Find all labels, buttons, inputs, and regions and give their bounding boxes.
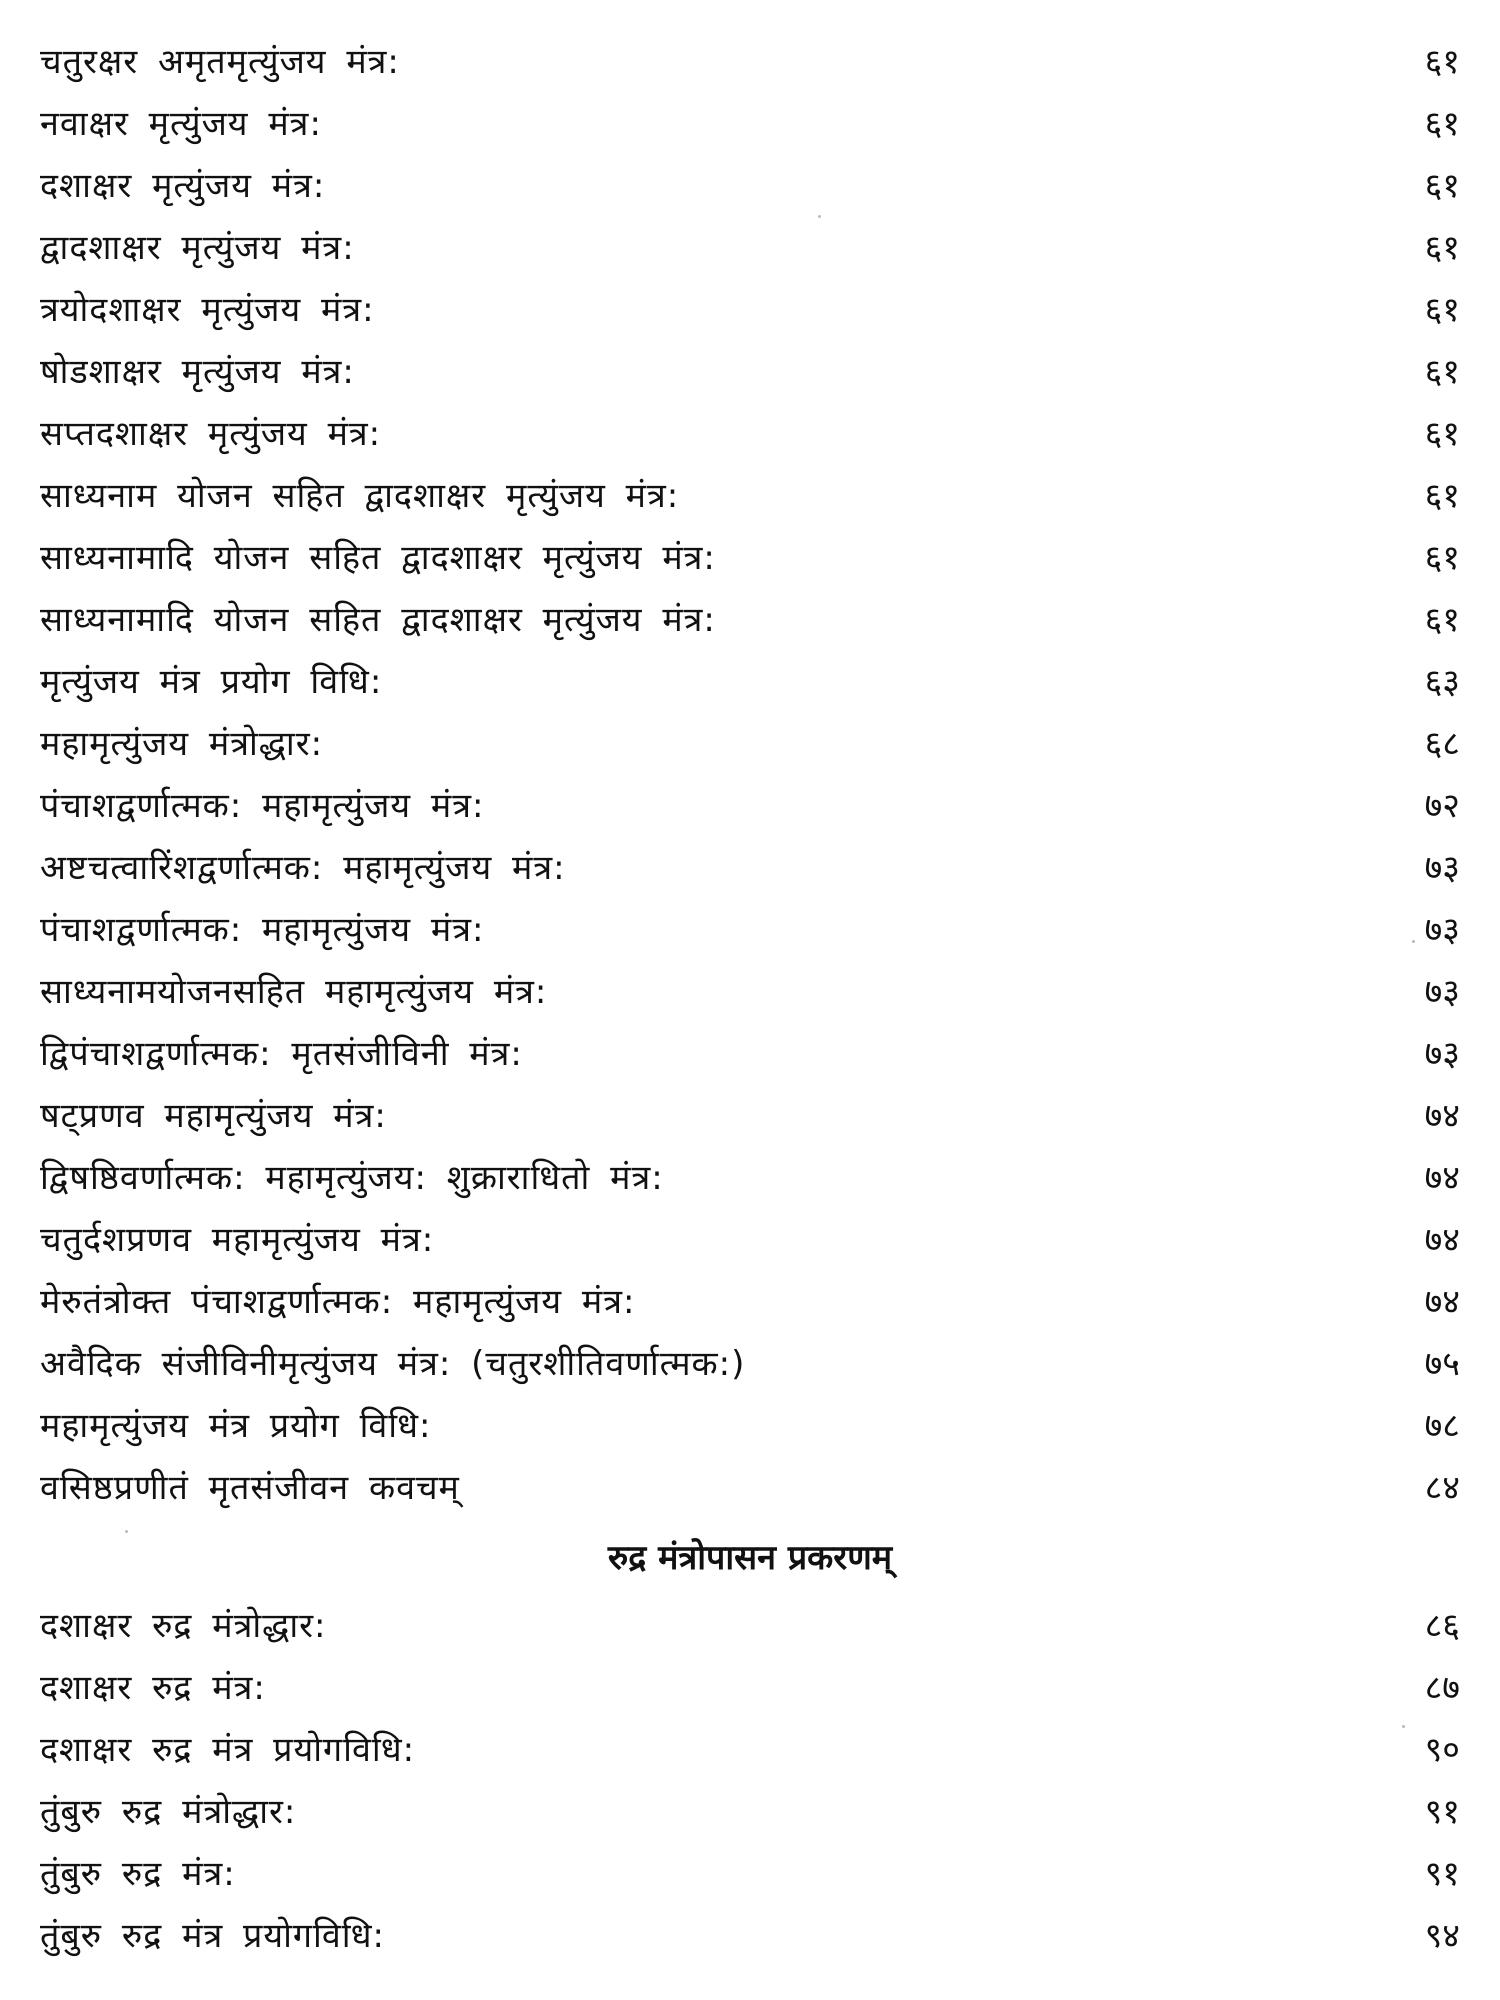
toc-entry-title: दशाक्षर रुद्र मंत्र: xyxy=(40,1668,266,1708)
toc-entry xyxy=(40,526,1460,586)
toc-entry xyxy=(40,1146,1460,1206)
toc-entry-title: षोडशाक्षर मृत्युंजय मंत्र: xyxy=(40,352,355,392)
toc-entry-title: मेरुतंत्रोक्त पंचाशद्वर्णात्मक: महामृत्युंजय मंत्र: xyxy=(40,1282,636,1322)
toc-entry xyxy=(40,1656,1460,1716)
toc-entry-title: अवैदिक संजीविनीमृत्युंजय मंत्र: (चतुरशीतिवर्णात्मक:) xyxy=(40,1344,746,1384)
toc-entry-title: द्वादशाक्षर मृत्युंजय मंत्र: xyxy=(40,228,355,268)
scan-speck xyxy=(1402,1725,1405,1728)
toc-entry-page: ६१ xyxy=(1424,538,1460,578)
toc-entry-page: ७४ xyxy=(1424,1282,1460,1322)
toc-entry-title: चतुरक्षर अमृतमृत्युंजय मंत्र: xyxy=(40,42,400,82)
toc-entry xyxy=(40,1718,1460,1778)
toc-entry xyxy=(40,650,1460,710)
toc-entry-page: ९१ xyxy=(1424,1854,1460,1894)
toc-entry xyxy=(40,402,1460,462)
toc-entry xyxy=(40,1842,1460,1902)
toc-entry xyxy=(40,1022,1460,1082)
toc-entry-page: ६१ xyxy=(1424,352,1460,392)
toc-entry-page: ७३ xyxy=(1424,972,1460,1012)
toc-entry-title: साध्यनामादि योजन सहित द्वादशाक्षर मृत्युंजय मंत्र: xyxy=(40,600,716,640)
toc-entry-title: द्विषष्ठिवर्णात्मक: महामृत्युंजय: शुक्राराधितो मंत्र: xyxy=(40,1158,664,1198)
toc-entry-title: साध्यनामादि योजन सहित द्वादशाक्षर मृत्युंजय मंत्र: xyxy=(40,538,716,578)
toc-entry-title: मृत्युंजय मंत्र प्रयोग विधि: xyxy=(40,662,383,702)
toc-entry xyxy=(40,1456,1460,1516)
toc-entry-page: ६१ xyxy=(1424,600,1460,640)
scan-speck xyxy=(818,215,821,218)
toc-entry-title: वसिष्ठप्रणीतं मृतसंजीवन कवचम् xyxy=(40,1468,460,1508)
toc-entry xyxy=(40,216,1460,276)
toc-entry-title: पंचाशद्वर्णात्मक: महामृत्युंजय मंत्र: xyxy=(40,786,485,826)
toc-entry-title: तुंबुरु रुद्र मंत्र प्रयोगविधि: xyxy=(40,1916,385,1956)
toc-entry-title: दशाक्षर मृत्युंजय मंत्र: xyxy=(40,166,326,206)
toc-entry-title: नवाक्षर मृत्युंजय मंत्र: xyxy=(40,104,322,144)
toc-entry-page: ७४ xyxy=(1424,1158,1460,1198)
toc-entry-title: पंचाशद्वर्णात्मक: महामृत्युंजय मंत्र: xyxy=(40,910,485,950)
toc-entry-title: साध्यनामयोजनसहित महामृत्युंजय मंत्र: xyxy=(40,972,548,1012)
toc-entry-title: तुंबुरु रुद्र मंत्र: xyxy=(40,1854,236,1894)
toc-entry xyxy=(40,960,1460,1020)
toc-entry-page: ६१ xyxy=(1424,290,1460,330)
toc-entry-title: चतुर्दशप्रणव महामृत्युंजय मंत्र: xyxy=(40,1220,435,1260)
toc-entry-page: ६१ xyxy=(1424,166,1460,206)
toc-entry xyxy=(40,278,1460,338)
toc-entry-page: ६१ xyxy=(1424,414,1460,454)
toc-entry-page: ७३ xyxy=(1424,848,1460,888)
toc-entry-page: ८६ xyxy=(1424,1606,1460,1646)
toc-entry-page: ८७ xyxy=(1424,1668,1460,1708)
toc-entry xyxy=(40,1594,1460,1654)
toc-entry xyxy=(40,1904,1460,1964)
toc-entry xyxy=(40,1332,1460,1392)
toc-entry-page: ७३ xyxy=(1424,1034,1460,1074)
toc-entry xyxy=(40,588,1460,648)
toc-entry-title: साध्यनाम योजन सहित द्वादशाक्षर मृत्युंजय मंत्र: xyxy=(40,476,680,516)
toc-entry-page: ६१ xyxy=(1424,228,1460,268)
toc-entry-title: षट्प्रणव महामृत्युंजय मंत्र: xyxy=(40,1096,387,1136)
toc-entry xyxy=(40,464,1460,524)
toc-entry xyxy=(40,1208,1460,1268)
toc-entry-title: अष्टचत्वारिंशद्वर्णात्मक: महामृत्युंजय मंत्र: xyxy=(40,848,566,888)
toc-entry xyxy=(40,30,1460,90)
toc-entry-title: द्विपंचाशद्वर्णात्मक: मृतसंजीविनी मंत्र: xyxy=(40,1034,523,1074)
toc-entry-page: ७४ xyxy=(1424,1220,1460,1260)
toc-entry-page: ८४ xyxy=(1424,1468,1460,1508)
toc-entry xyxy=(40,836,1460,896)
toc-entry-page: ९४ xyxy=(1424,1916,1460,1956)
scan-speck xyxy=(1412,940,1415,943)
toc-entry-page: ७५ xyxy=(1424,1344,1460,1384)
toc-entry-title: त्रयोदशाक्षर मृत्युंजय मंत्र: xyxy=(40,290,375,330)
toc-entry-title: तुंबुरु रुद्र मंत्रोद्धार: xyxy=(40,1792,297,1832)
toc-entry-page: ७८ xyxy=(1424,1406,1460,1446)
toc-entry xyxy=(40,340,1460,400)
toc-entry xyxy=(40,1270,1460,1330)
toc-entry-page: ७२ xyxy=(1424,786,1460,826)
toc-entry xyxy=(40,774,1460,834)
toc-entry-title: दशाक्षर रुद्र मंत्रोद्धार: xyxy=(40,1606,327,1646)
toc-entry xyxy=(40,898,1460,958)
toc-entry-page: ६३ xyxy=(1424,662,1460,702)
toc-entry-page: ६१ xyxy=(1424,476,1460,516)
toc-entry-title: महामृत्युंजय मंत्रोद्धार: xyxy=(40,724,324,764)
toc-entry-page: ७३ xyxy=(1424,910,1460,950)
toc-entry xyxy=(40,1780,1460,1840)
scan-speck xyxy=(125,1530,128,1533)
toc-entry xyxy=(40,1394,1460,1454)
toc-entry xyxy=(40,1084,1460,1144)
toc-entry-page: ६८ xyxy=(1424,724,1460,764)
toc-entry-page: ६१ xyxy=(1424,104,1460,144)
toc-entry-title: दशाक्षर रुद्र मंत्र प्रयोगविधि: xyxy=(40,1730,416,1770)
toc-entry xyxy=(40,154,1460,214)
toc-entry-title: सप्तदशाक्षर मृत्युंजय मंत्र: xyxy=(40,414,382,454)
section-heading: रुद्र मंत्रोपासन प्रकरणम् xyxy=(607,1538,893,1578)
toc-entry xyxy=(40,92,1460,152)
toc-entry xyxy=(40,712,1460,772)
toc-entry-page: ६१ xyxy=(1424,42,1460,82)
toc-entry-page: ७४ xyxy=(1424,1096,1460,1136)
toc-entry-page: ९१ xyxy=(1424,1792,1460,1832)
toc-entry-page: ९० xyxy=(1424,1730,1460,1770)
toc-entry-title: महामृत्युंजय मंत्र प्रयोग विधि: xyxy=(40,1406,432,1446)
